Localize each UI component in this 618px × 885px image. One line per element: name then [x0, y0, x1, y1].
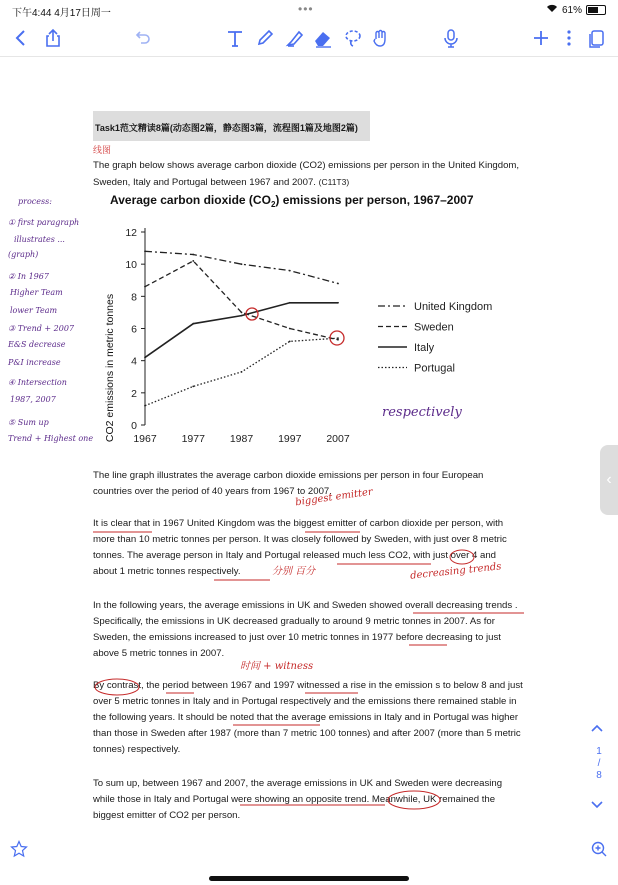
status-bar	[0, 0, 618, 20]
battery-icon	[586, 5, 606, 15]
point-portugal-1967	[144, 405, 146, 407]
intersection-circle-2007	[330, 331, 344, 345]
note-higher-team: Higher Team	[10, 288, 63, 297]
paragraph-2: It is clear that in 1967 United Kingdom was the biggest emitter of carbon dioxide per person, with more than 10 metric tonnes per person. It was closely followed by Sweden, with just over 8 metric tonnes. The average person in Italy and Portugal released much less CO2, with just over 4 and about 1 metric tonnes respectively.	[93, 518, 507, 577]
note-intersection: ④ Intersection	[8, 378, 67, 387]
y-tick-label-10: 10	[125, 259, 137, 272]
note-process: process:	[18, 197, 52, 206]
status-right	[546, 4, 606, 16]
note-in-1967: ② In 1967	[8, 272, 49, 281]
y-tick-label-12: 12	[125, 227, 137, 239]
pages-icon[interactable]	[584, 26, 610, 50]
undo-icon[interactable]	[130, 26, 156, 50]
y-tick-label-8: 8	[131, 291, 137, 304]
zoom-icon[interactable]	[590, 840, 608, 863]
annotation-biggest-emitter: biggest emitter	[294, 486, 374, 509]
y-tick-label-0: 0	[131, 420, 137, 432]
note-trend-2007: ③ Trend + 2007	[8, 324, 75, 333]
paragraph-5: To sum up, between 1967 and 2007, the average emissions in UK and Sweden were decreasing while those in Italy and Portugal were showing an opposite trend. Meanwhile, UK remained the biggest emitter of CO2 per person.	[93, 778, 503, 821]
point-united-kingdom-1997	[289, 270, 291, 272]
point-portugal-1977	[192, 386, 194, 388]
annotation-decreasing-trends: decreasing trends	[409, 561, 502, 582]
note-1987-2007: 1987, 2007	[10, 395, 56, 404]
share-icon[interactable]	[40, 26, 66, 50]
intro-paragraph: The graph below shows average carbon dioxide (CO2) emissions per person in the United Kingdom, Sweden, Italy and Portugal between 1967 and 2007. (C11T3)	[93, 160, 520, 188]
eraser-icon[interactable]	[310, 26, 336, 50]
annotation-circles	[240, 300, 360, 360]
note-sum-up: ⑤ Sum up	[8, 418, 49, 427]
point-united-kingdom-1967	[144, 250, 146, 252]
x-tick-label-1967: 1967	[133, 433, 157, 445]
annotation-time-witness: 时间 + witness	[240, 661, 314, 672]
legend-label-united-kingdom: United Kingdom	[414, 301, 493, 313]
x-tick-label-2007: 2007	[326, 433, 350, 445]
multitask-dots-icon[interactable]: •••	[298, 2, 314, 16]
x-tick-label-1987: 1987	[229, 433, 254, 445]
point-portugal-1987	[241, 371, 243, 373]
add-icon[interactable]	[528, 26, 554, 50]
point-sweden-1967	[144, 286, 146, 288]
toolbar	[0, 20, 618, 57]
highlighter-icon[interactable]	[282, 26, 308, 50]
point-united-kingdom-2007	[337, 283, 339, 285]
chart-title: Average carbon dioxide $(CO_2)$ emissions per person, 1967–2007	[110, 193, 474, 209]
x-tick-label-1977: 1977	[181, 433, 205, 445]
microphone-icon[interactable]	[438, 26, 464, 50]
note-graph: (graph)	[8, 250, 39, 259]
legend-label-portugal: Portugal	[414, 362, 455, 375]
page-indicator: 1 / 8	[596, 746, 602, 781]
point-italy-1967	[144, 357, 146, 359]
intersection-circle-1987	[246, 308, 258, 320]
paragraph-4: By contrast, the period between 1967 and 1997 witnessed a rise in the emission s to below 8 and just over 5 metric tonnes in Italy and in Portugal respectively and the emissions there remained stable in the following years. It should be noted that the average emissions in Italy and in Portugal was higher than those in Sweden after 1987 (more than 7 metric 100 tonnes) and after 2007 (more than 5 metric tonnes) respectively.	[93, 680, 523, 755]
lasso-icon[interactable]	[340, 26, 366, 50]
battery-percent: 61%	[561, 4, 582, 16]
series-line-united-kingdom	[145, 251, 338, 283]
note-first-paragraph: ① first paragraph	[8, 218, 80, 227]
legend-label-sweden: Sweden	[414, 321, 454, 334]
text-tool-icon[interactable]	[222, 26, 248, 50]
pen-icon[interactable]	[252, 26, 278, 50]
paragraph-1: The line graph illustrates the average carbon dioxide emissions per person in four European countries over the period of 40 years from 1967 to 2007.	[93, 470, 484, 497]
point-united-kingdom-1987	[241, 263, 243, 265]
note-illustrates: illustrates ...	[14, 235, 65, 244]
y-tick-label-6: 6	[131, 323, 137, 336]
point-sweden-1977	[192, 260, 194, 262]
y-tick-label-2: 2	[131, 387, 137, 400]
legend-label-italy: Italy	[414, 342, 435, 354]
more-icon[interactable]	[556, 26, 582, 50]
note-es-decrease: E&S decrease	[8, 340, 66, 349]
status-time: 下午4:44 4月17日周一	[12, 8, 111, 19]
page-down-icon[interactable]	[590, 797, 604, 815]
point-italy-1977	[192, 323, 194, 325]
page-up-icon[interactable]	[590, 720, 604, 736]
y-axis-label: CO2 emissions in metric tonnes	[104, 293, 116, 443]
note-pi-increase: P&I increase	[8, 358, 61, 367]
back-icon[interactable]	[8, 26, 34, 50]
paragraph-3: In the following years, the average emissions in UK and Sweden showed overall decreasing trends . Specifically, the emissions in UK decreased gradually to around 9 metric tonnes in 2007. As for Sweden, the emissions increased to just over 10 metric tonnes in 1977 before decreasing to just above 5 metric tonnes in 2007.	[93, 600, 518, 659]
side-panel-handle[interactable]: ‹	[600, 445, 618, 515]
note-lower-team: lower Team	[10, 306, 58, 315]
home-indicator[interactable]	[209, 876, 409, 881]
hand-icon[interactable]	[368, 26, 394, 50]
point-united-kingdom-1977	[192, 254, 194, 256]
task-title: Task1范文精读8篇(动态图2篇，静态图3篇，流程图1篇及地图2篇)	[93, 111, 370, 141]
note-trend-highest: Trend + Highest one	[8, 434, 94, 443]
annotation-fenbie: 分别 百分	[272, 566, 316, 577]
wifi-icon	[546, 4, 558, 16]
section-label: 线图	[93, 145, 112, 155]
x-tick-label-1997: 1997	[278, 433, 302, 445]
annotation-respectively: respectively	[382, 405, 462, 420]
y-tick-label-4: 4	[131, 355, 137, 368]
favorite-star-icon[interactable]	[10, 840, 28, 863]
